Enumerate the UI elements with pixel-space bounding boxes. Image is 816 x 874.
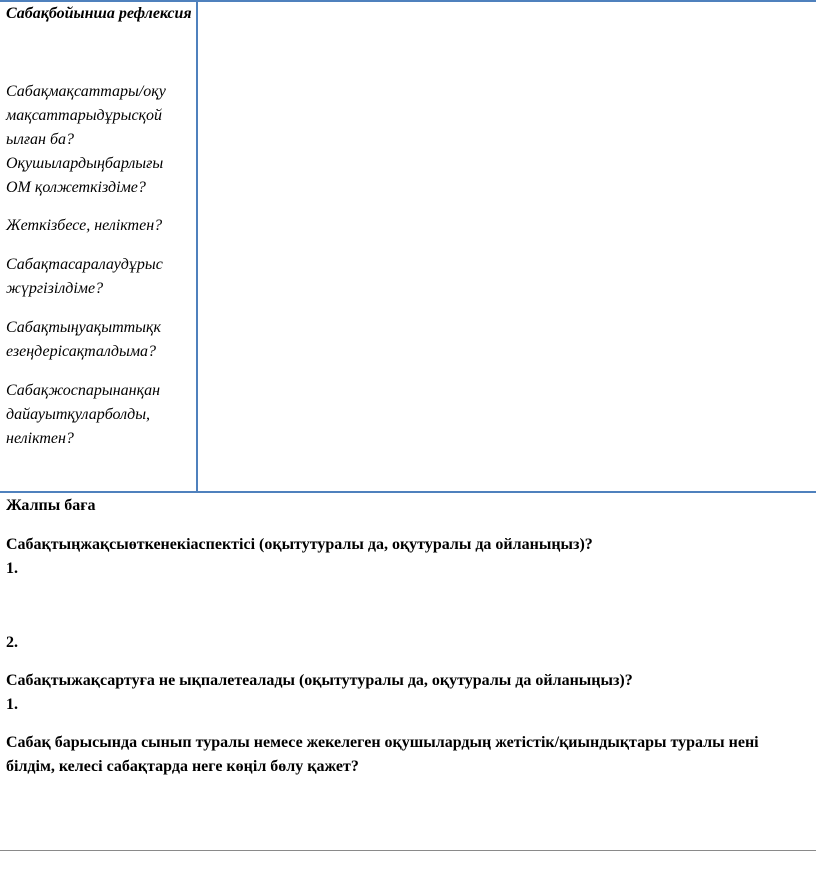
overall-title: Жалпы баға <box>6 497 96 514</box>
reflection-question: Сабақтасаралаудұрыс жүргізілдіме? <box>6 256 163 297</box>
overall-question: Сабақтыжақсартуға не ықпалетеалады (оқытутуралы да, оқутуралы да ойланыңыз)? <box>6 672 633 689</box>
reflection-question: Сабақмақсаттары/оқу мақсаттарыдұрысқой ылған ба? Оқушылардыңбарлығы ОМ қолжеткіздіме? <box>6 83 166 196</box>
table-bottom-border <box>0 850 816 851</box>
answer-number: 2. <box>6 634 18 651</box>
reflection-heading: Сабақбойынша рефлексия <box>6 5 192 22</box>
reflection-question: Сабақжоспарынанқан дайауытқуларболды, неліктен? <box>6 382 161 447</box>
reflection-question: Сабақтыңуақыттықк езеңдерісақталдыма? <box>6 319 161 360</box>
table-row-divider <box>0 491 816 493</box>
overall-question: Сабақ барысында сынып туралы немесе жекелеген оқушылардың жетістік/қиындықтары туралы нені білдім, келесі сабақтарда неге көңіл бөлу қажет? <box>6 734 759 775</box>
reflection-cell <box>6 0 192 451</box>
table-column-divider <box>196 0 198 492</box>
overall-question: Сабақтыңжақсыөткенекіаспектісі (оқытутуралы да, оқутуралы да ойланыңыз)? <box>6 536 593 553</box>
answer-number: 1. <box>6 560 18 577</box>
reflection-question: Жеткізбесе, неліктен? <box>6 217 163 234</box>
answer-number: 1. <box>6 696 18 713</box>
overall-assessment-cell <box>6 494 806 779</box>
